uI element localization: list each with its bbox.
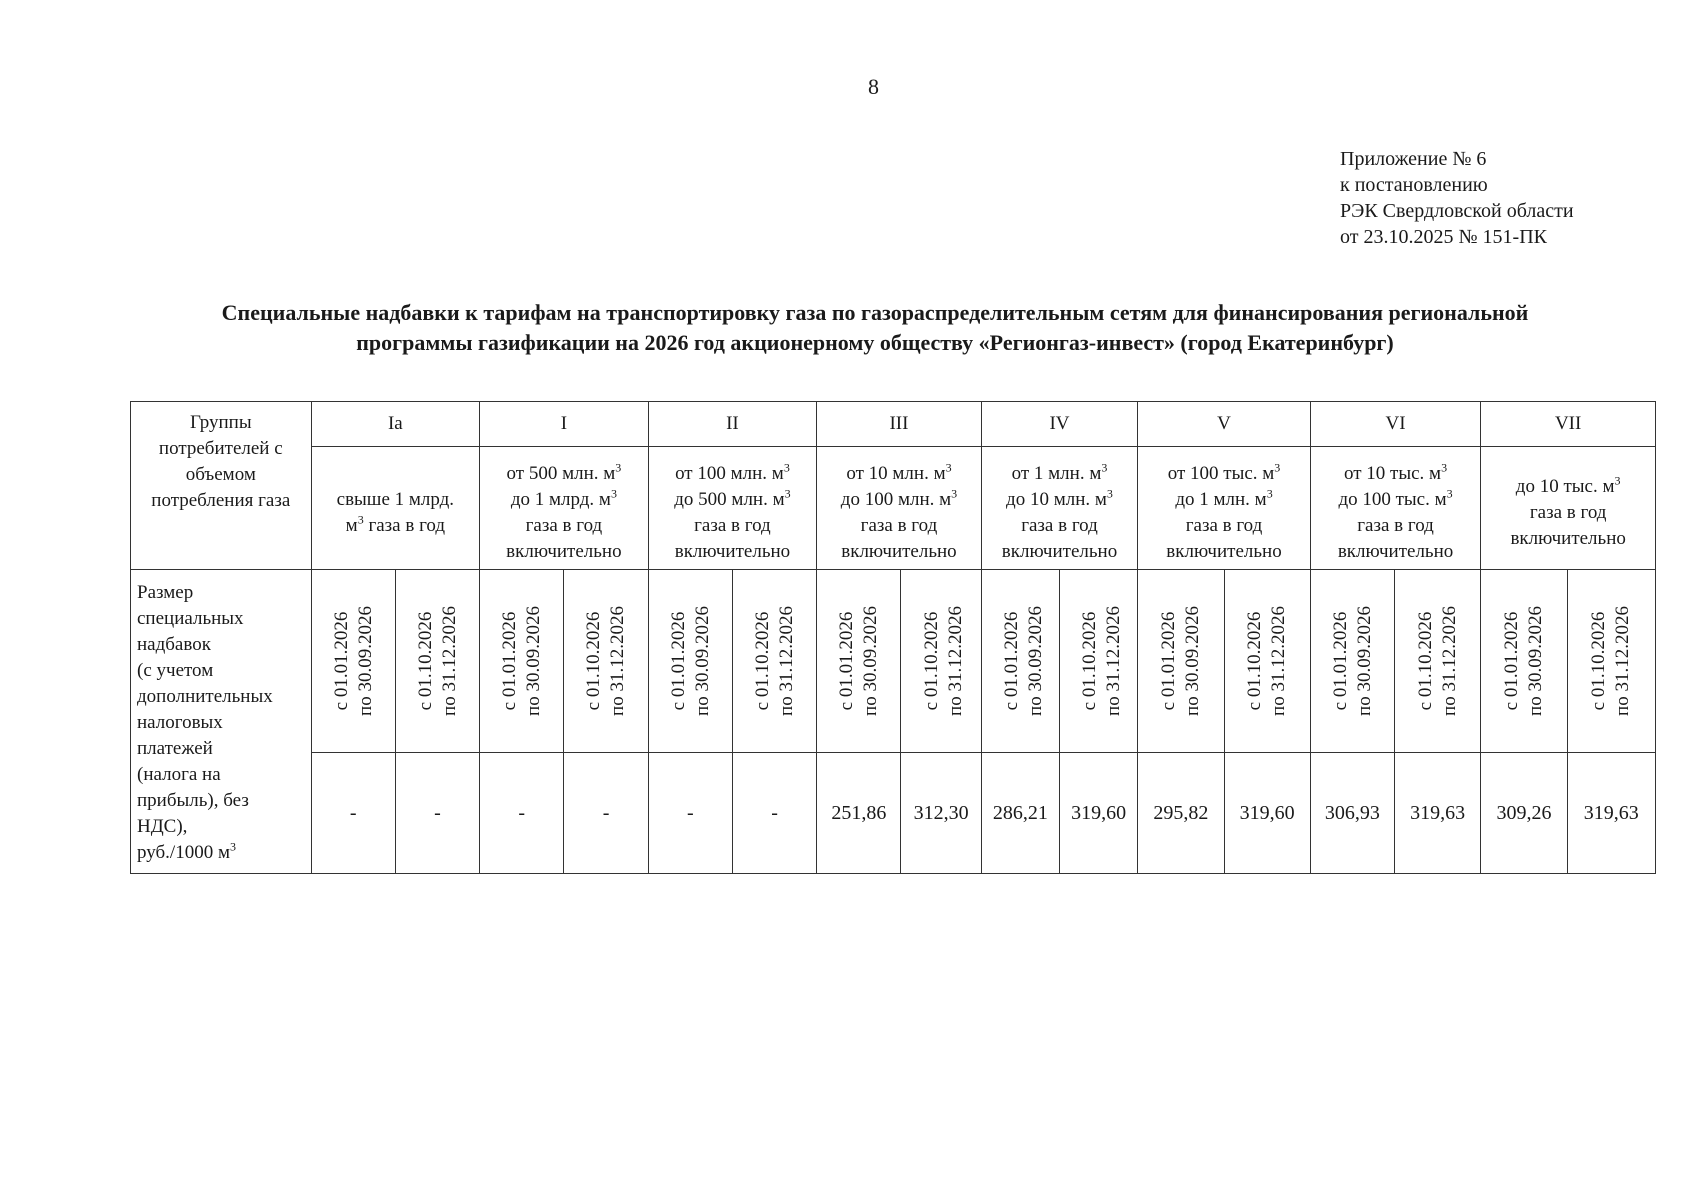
period-cell — [1224, 570, 1310, 753]
range-line: включительно — [841, 541, 957, 562]
range-line: включительно — [1510, 528, 1626, 549]
period-cell — [395, 570, 479, 753]
period-cell — [732, 570, 816, 753]
period-start: с 01.10.2026 — [1588, 611, 1610, 711]
range-line: включительно — [1337, 541, 1454, 562]
period-cell — [648, 570, 732, 753]
group-header-label: Группы потребителей с объемом потребления газа — [131, 402, 312, 570]
group-name-cell: VI — [1310, 402, 1481, 447]
appendix-line: от 23.10.2025 № 151-ПК — [1340, 226, 1548, 248]
value-cell: 309,26 — [1481, 753, 1567, 874]
range-line: газа в год — [525, 515, 603, 536]
group-name-cell: III — [817, 402, 982, 447]
range-line: от 10 млн. $м^3$ — [846, 460, 952, 484]
period-end: по 30.09.2026 — [691, 606, 713, 716]
group-name-cell: VII — [1481, 402, 1656, 447]
document-title — [100, 298, 1650, 358]
group-name-cell: V — [1138, 402, 1311, 447]
value-cell: 319,63 — [1395, 753, 1481, 874]
group-range-cell — [311, 447, 480, 570]
value-cell: 251,86 — [817, 753, 901, 874]
period-start: с 01.10.2026 — [1414, 611, 1436, 711]
period-start: с 01.01.2026 — [1500, 611, 1522, 711]
range-line: включительно — [506, 541, 622, 562]
period-cell — [1059, 570, 1137, 753]
period-start: с 01.10.2026 — [414, 611, 436, 711]
value-cell: - — [395, 753, 479, 874]
title-line: программы газификации на 2026 год акционерному обществу «Регионгаз-инвест» (город Екатеринбург) — [356, 330, 1394, 355]
period-cell — [311, 570, 395, 753]
range-line: $м^3$ газа в год — [345, 512, 446, 536]
period-end: по 30.09.2026 — [1181, 606, 1203, 716]
period-start: с 01.10.2026 — [1244, 611, 1266, 711]
period-cell — [1567, 570, 1655, 753]
range-line: газа в год — [860, 515, 938, 536]
range-line: до 1 млрд. $м^3$ — [510, 486, 617, 510]
period-end: по 31.12.2026 — [607, 606, 629, 716]
group-range-cell — [817, 447, 982, 570]
value-cell: 319,60 — [1224, 753, 1310, 874]
range-line: до 500 млн. $м^3$ — [674, 486, 791, 510]
range-line: включительно — [1166, 541, 1282, 562]
value-cell: 319,60 — [1059, 753, 1137, 874]
range-line: до 10 тыс. $м^3$ — [1515, 473, 1621, 497]
period-end: по 31.12.2026 — [438, 606, 460, 716]
range-line: включительно — [674, 541, 791, 562]
period-start: с 01.01.2026 — [330, 611, 352, 711]
period-cell — [817, 570, 901, 753]
range-line: до 1 млн. $м^3$ — [1175, 486, 1273, 510]
value-cell: - — [648, 753, 732, 874]
period-start: с 01.01.2026 — [499, 611, 521, 711]
period-cell — [480, 570, 564, 753]
page-number: 8 — [868, 74, 879, 99]
period-cell — [1395, 570, 1481, 753]
period-end: по 30.09.2026 — [860, 606, 882, 716]
period-end: по 30.09.2026 — [1353, 606, 1375, 716]
group-range-cell — [1138, 447, 1311, 570]
period-end: по 30.09.2026 — [523, 606, 545, 716]
group-name-cell: IV — [981, 402, 1138, 447]
value-cell: - — [564, 753, 648, 874]
period-start: с 01.10.2026 — [751, 611, 773, 711]
group-range-cell — [1481, 447, 1656, 570]
range-line: от 1 млн. $м^3$ — [1011, 460, 1108, 484]
value-cell: - — [732, 753, 816, 874]
value-cell: 295,82 — [1138, 753, 1224, 874]
range-line: от 100 тыс. $м^3$ — [1167, 460, 1281, 484]
period-cell — [901, 570, 981, 753]
period-start: с 01.01.2026 — [1157, 611, 1179, 711]
range-line: газа в год — [1529, 502, 1607, 523]
period-start: с 01.01.2026 — [1000, 611, 1022, 711]
period-end: по 31.12.2026 — [775, 606, 797, 716]
period-cell — [1481, 570, 1567, 753]
period-start: с 01.01.2026 — [667, 611, 689, 711]
appendix-line: РЭК Свердловской области — [1340, 200, 1574, 222]
period-end: по 31.12.2026 — [1612, 606, 1634, 716]
value-cell: 286,21 — [981, 753, 1059, 874]
group-name-cell: Ia — [311, 402, 480, 447]
appendix-line: к постановлению — [1340, 174, 1488, 196]
group-name-cell: II — [648, 402, 817, 447]
group-range-cell — [648, 447, 817, 570]
range-line: до 100 тыс. $м^3$ — [1338, 486, 1453, 510]
period-end: по 31.12.2026 — [1102, 606, 1124, 716]
range-line: от 10 тыс. $м^3$ — [1344, 460, 1448, 484]
range-line: газа в год — [1357, 515, 1434, 536]
appendix-line: Приложение № 6 — [1340, 148, 1487, 170]
range-line: свыше 1 млрд. — [336, 489, 455, 510]
range-line: от 500 млн. $м^3$ — [506, 460, 622, 484]
range-line: газа в год — [1185, 515, 1263, 536]
range-line: включительно — [1001, 541, 1118, 562]
period-start: с 01.01.2026 — [1329, 611, 1351, 711]
value-cell: 319,63 — [1567, 753, 1655, 874]
period-end: по 30.09.2026 — [1024, 606, 1046, 716]
period-start: с 01.10.2026 — [1078, 611, 1100, 711]
period-cell — [1138, 570, 1224, 753]
tariff-table — [130, 401, 1656, 874]
range-line: газа в год — [1021, 515, 1098, 536]
period-end: по 30.09.2026 — [1524, 606, 1546, 716]
appendix-note — [1340, 146, 1574, 250]
group-range-cell — [480, 447, 649, 570]
size-row-label: Размер специальных надбавок (с учетом дополнительных налоговых платежей (налога на прибыль), без НДС), руб./1000 $м^3$ — [131, 570, 312, 874]
period-end: по 30.09.2026 — [354, 606, 376, 716]
value-cell: 306,93 — [1310, 753, 1394, 874]
period-start: с 01.10.2026 — [920, 611, 942, 711]
period-end: по 31.12.2026 — [1268, 606, 1290, 716]
group-range-cell — [1310, 447, 1481, 570]
group-name-cell: I — [480, 402, 649, 447]
range-line: газа в год — [694, 515, 771, 536]
period-cell — [1310, 570, 1394, 753]
range-line: до 10 млн. $м^3$ — [1006, 486, 1113, 510]
range-line: до 100 млн. $м^3$ — [840, 486, 958, 510]
period-start: с 01.01.2026 — [836, 611, 858, 711]
period-cell — [564, 570, 648, 753]
group-range-cell — [981, 447, 1138, 570]
period-end: по 31.12.2026 — [944, 606, 966, 716]
period-end: по 31.12.2026 — [1438, 606, 1460, 716]
value-cell: - — [311, 753, 395, 874]
value-cell: - — [480, 753, 564, 874]
period-cell — [981, 570, 1059, 753]
range-line: от 100 млн. $м^3$ — [675, 460, 790, 484]
period-start: с 01.10.2026 — [583, 611, 605, 711]
value-cell: 312,30 — [901, 753, 981, 874]
title-line: Специальные надбавки к тарифам на транспортировку газа по газораспределительным сетям для финансирования региональной — [221, 300, 1529, 325]
